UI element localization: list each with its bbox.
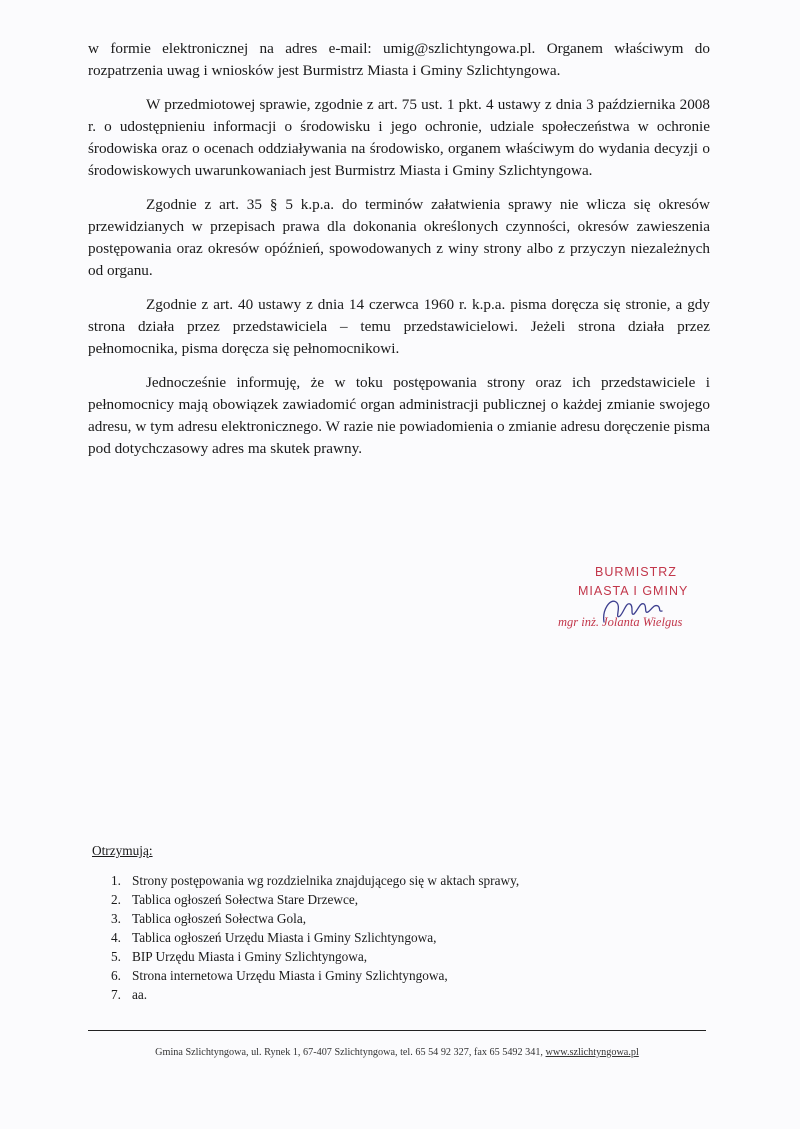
paragraph-competent-authority: W przedmiotowej sprawie, zgodnie z art. 75 ust. 1 pkt. 4 ustawy z dnia 3 października 2008 r. o udostępnieniu informacji o środowisku i jego ochronie, udziale społeczeństwa w ochronie środowiska oraz o ocenach oddziaływania na środowisko, organem właściwym do wydania decyzji o środowiskowych uwarunkowaniach jest Burmistrz Miasta i Gminy Szlichtyngowa. <box>88 96 710 179</box>
stamp-name: mgr inż. Jolanta Wielgus <box>558 615 683 629</box>
list-item <box>92 985 692 1004</box>
footer <box>88 1047 706 1058</box>
mayor-stamp <box>545 565 745 645</box>
signature-icon <box>600 592 690 628</box>
list-number: 2. <box>111 892 121 907</box>
list-number: 7. <box>111 987 121 1002</box>
recipients-section <box>92 843 692 1004</box>
list-number: 3. <box>111 911 121 926</box>
list-text: aa. <box>132 987 148 1002</box>
list-text: Tablica ogłoszeń Urzędu Miasta i Gminy Szlichtyngowa, <box>132 930 437 945</box>
list-item <box>92 909 692 928</box>
list-item <box>92 871 692 890</box>
list-number: 4. <box>111 930 121 945</box>
list-number: 6. <box>111 968 121 983</box>
list-text: Strony postępowania wg rozdzielnika znajdującego się w aktach sprawy, <box>132 873 520 888</box>
recipients-list <box>92 871 692 1004</box>
footer-website-link[interactable]: www.szlichtyngowa.pl <box>545 1047 639 1058</box>
list-number: 1. <box>111 873 121 888</box>
stamp-title: BURMISTRZ <box>595 565 677 579</box>
paragraph-delivery: Zgodnie z art. 40 ustawy z dnia 14 czerwca 1960 r. k.p.a. pisma doręcza się stronie, a gdy strona działa przez przedstawiciela – temu przedstawicielowi. Jeżeli strona działa przez pełnomocnika, pisma doręcza się pełnomocnikowi. <box>88 296 710 357</box>
stamp-office: MIASTA I GMINY <box>578 584 689 598</box>
list-item <box>92 890 692 909</box>
list-text: Tablica ogłoszeń Sołectwa Gola, <box>132 911 307 926</box>
paragraph-deadlines: Zgodnie z art. 35 § 5 k.p.a. do terminów załatwienia sprawy nie wlicza się okresów przewidzianych w przepisach prawa dla dokonania określonych czynności, okresów zawieszenia postępowania oraz okresów opóźnień, spowodowanych z winy strony albo z przyczyn niezależnych od organu. <box>88 196 710 279</box>
footer-divider <box>88 1030 706 1031</box>
list-item <box>92 928 692 947</box>
list-text: Strona internetowa Urzędu Miasta i Gminy Szlichtyngowa, <box>132 968 448 983</box>
footer-address: Gmina Szlichtyngowa, ul. Rynek 1, 67-407 Szlichtyngowa, tel. 65 54 92 327, fax 65 5492 341, <box>155 1047 546 1058</box>
list-text: BIP Urzędu Miasta i Gminy Szlichtyngowa, <box>132 949 368 964</box>
list-item <box>92 947 692 966</box>
paragraph-email-info: w formie elektronicznej na adres e-mail: umig@szlichtyngowa.pl. Organem właściwym do rozpatrzenia uwag i wniosków jest Burmistrz Miasta i Gminy Szlichtyngowa. <box>88 40 710 79</box>
paragraph-address-change: Jednocześnie informuję, że w toku postępowania strony oraz ich przedstawiciele i pełnomocnicy mają obowiązek zawiadomić organ administracji publicznej o każdej zmianie swojego adresu, w tym adresu elektronicznego. W razie nie powiadomienia o zmianie adresu doręczenie pisma pod dotychczasowy adres ma skutek prawny. <box>88 374 710 457</box>
letter-body <box>88 38 710 472</box>
list-item <box>92 966 692 985</box>
recipients-title: Otrzymują: <box>92 843 153 858</box>
list-number: 5. <box>111 949 121 964</box>
list-text: Tablica ogłoszeń Sołectwa Stare Drzewce, <box>132 892 359 907</box>
